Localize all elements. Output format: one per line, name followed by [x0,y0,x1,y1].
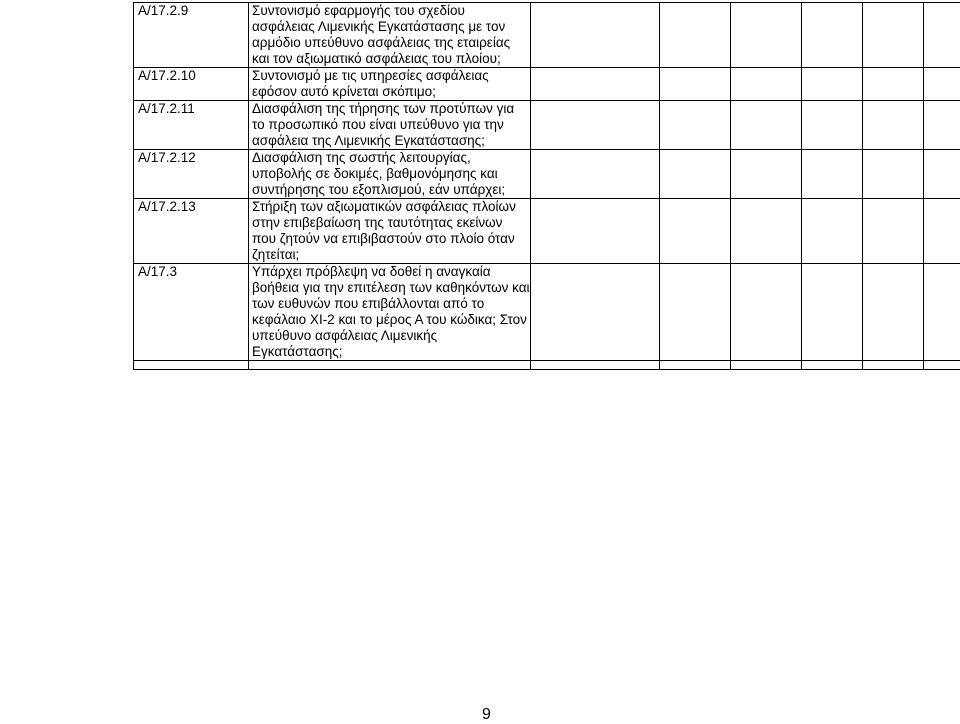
checklist-table [133,2,960,370]
item-code: Α/17.2.11 [138,101,195,116]
answer-cell [802,101,863,150]
item-code-cell [134,264,249,361]
checklist-body [134,3,960,370]
answer-cell [731,101,802,150]
table-row [134,199,960,264]
item-text-line: υποβολής σε δοκιμές, βαθμονόμησης και [252,166,530,182]
item-text-line: εφόσον αυτό κρίνεται σκόπιμο; [252,84,530,100]
table-row [134,3,960,68]
item-code: Α/17.2.9 [138,3,188,18]
answer-cell [924,199,960,264]
item-text-line: συντήρησης του εξοπλισμού, εάν υπάρχει; [252,182,530,198]
table-row [134,150,960,199]
empty-cell [660,361,731,370]
empty-cell [924,361,960,370]
item-code-cell [134,68,249,101]
answer-cell [731,68,802,101]
item-text-line: Διασφάλιση της σωστής λειτουργίας, [252,150,530,166]
empty-cell [863,361,924,370]
item-text-line: στην επιβεβαίωση της ταυτότητας εκείνων [252,215,530,231]
item-code: Α/17.2.13 [138,199,196,214]
table-row [134,264,960,361]
empty-cell [134,361,249,370]
answer-cell [924,150,960,199]
empty-cell [249,361,531,370]
page-number: 9 [482,706,491,724]
item-text-line: το προσωπικό που είναι υπεύθυνο για την [252,117,530,133]
answer-cell [731,3,802,68]
item-code: Α/17.3 [138,264,177,279]
item-text-cell [249,68,531,101]
answer-cell [802,68,863,101]
empty-cell [731,361,802,370]
answer-cell [531,101,660,150]
item-text-line: Διασφάλιση της τήρησης των προτύπων για [252,101,530,117]
table-row [134,101,960,150]
answer-cell [531,68,660,101]
answer-cell [731,264,802,361]
item-text-cell [249,264,531,361]
answer-cell [531,264,660,361]
empty-cell [802,361,863,370]
answer-cell [863,3,924,68]
answer-cell [531,199,660,264]
item-text-cell [249,150,531,199]
item-text-line: ζητείται; [252,247,530,263]
answer-cell [660,199,731,264]
answer-cell [863,68,924,101]
answer-cell [660,3,731,68]
answer-cell [660,264,731,361]
answer-cell [863,150,924,199]
answer-cell [863,199,924,264]
item-text-line: των ευθυνών που επιβάλλονται από το [252,296,530,312]
item-code-cell [134,199,249,264]
item-text-line: αρμόδιο υπεύθυνο ασφάλειας της εταιρείας [252,35,530,51]
empty-cell [531,361,660,370]
answer-cell [924,68,960,101]
item-code-cell [134,3,249,68]
item-text-line: βοήθεια για την επιτέλεση των καθηκόντων και [252,280,530,296]
item-code: Α/17.2.10 [138,68,196,83]
item-text-line: Εγκατάστασης; [252,344,530,360]
answer-cell [802,199,863,264]
item-text-line: και τον αξιωματικό ασφάλειας του πλοίου; [252,51,530,67]
item-code: Α/17.2.12 [138,150,196,165]
item-text-line: που ζητούν να επιβιβαστούν στο πλοίο όταν [252,231,530,247]
item-text-line: υπεύθυνο ασφάλειας Λιμενικής [252,328,530,344]
item-text-line: Συντονισμό εφαρμογής του σχεδίου [252,3,530,19]
answer-cell [924,101,960,150]
answer-cell [924,264,960,361]
item-text-cell [249,101,531,150]
answer-cell [924,3,960,68]
item-code-cell [134,101,249,150]
table-row [134,68,960,101]
answer-cell [660,68,731,101]
answer-cell [731,199,802,264]
item-text-cell [249,199,531,264]
answer-cell [863,101,924,150]
item-text-cell [249,3,531,68]
answer-cell [531,150,660,199]
item-text-line: Συντονισμό με τις υπηρεσίες ασφάλειας [252,68,530,84]
answer-cell [660,150,731,199]
answer-cell [731,150,802,199]
answer-cell [863,264,924,361]
answer-cell [802,3,863,68]
item-text-line: κεφάλαιο ΧΙ-2 και το μέρος Α του κώδικα; Στον [252,312,530,328]
answer-cell [531,3,660,68]
item-text-line: Στήριξη των αξιωματικών ασφάλειας πλοίων [252,199,530,215]
answer-cell [802,150,863,199]
item-text-line: Υπάρχει πρόβλεψη να δοθεί η αναγκαία [252,264,530,280]
answer-cell [802,264,863,361]
item-text-line: ασφάλεια της Λιμενικής Εγκατάστασης; [252,133,530,149]
item-code-cell [134,150,249,199]
item-text-line: ασφάλειας Λιμενικής Εγκατάστασης με τον [252,19,530,35]
table-row-empty [134,361,960,370]
answer-cell [660,101,731,150]
